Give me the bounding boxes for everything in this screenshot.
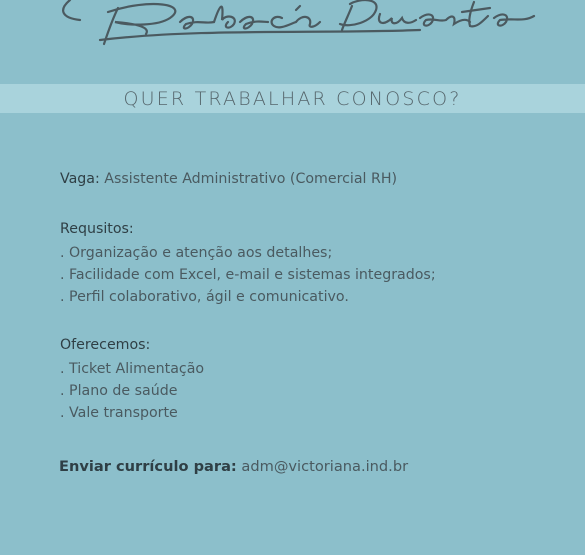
- contact-line: [59, 458, 408, 475]
- requisitos-heading: Requsitos:: [60, 221, 134, 237]
- contact-label: Enviar currículo para:: [59, 458, 237, 475]
- requisitos-list: [60, 242, 560, 308]
- list-item: . Perfil colaborativo, ágil e comunicativo.: [60, 289, 349, 305]
- list-item: . Facilidade com Excel, e-mail e sistemas integrados;: [60, 267, 436, 283]
- oferecemos-list: [60, 358, 560, 424]
- job-description: [60, 168, 560, 450]
- vaga-line: [60, 168, 560, 190]
- signature-logo: [0, 0, 585, 80]
- contact-email[interactable]: adm@victoriana.ind.br: [236, 458, 409, 475]
- list-item: . Plano de saúde: [60, 383, 178, 399]
- list-item: . Ticket Alimentação: [60, 361, 205, 377]
- banner: [0, 84, 585, 113]
- oferecemos-heading: Oferecemos:: [60, 337, 151, 353]
- list-item: . Organização e atenção aos detalhes;: [60, 245, 333, 261]
- list-item: . Vale transporte: [60, 405, 178, 421]
- vaga-label: Vaga:: [60, 171, 100, 187]
- banner-title: QUER TRABALHAR CONOSCO?: [123, 87, 462, 110]
- vaga-value: Assistente Administrativo (Comercial RH): [99, 171, 398, 187]
